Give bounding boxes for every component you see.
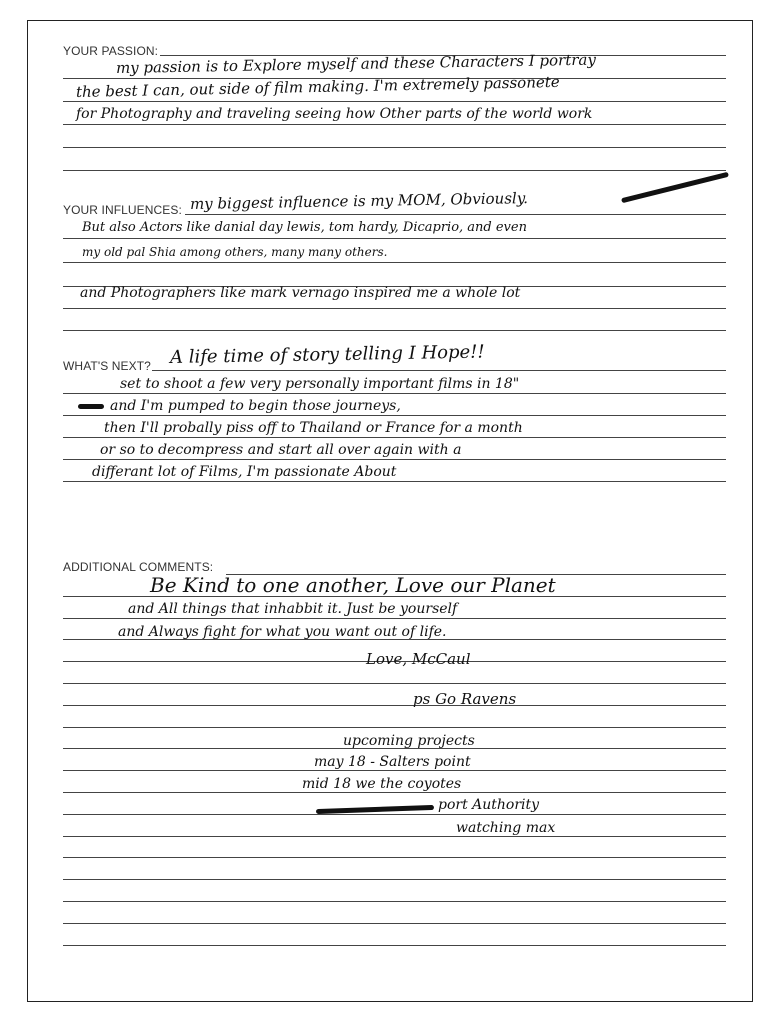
ruled-line [63, 901, 726, 902]
ruled-line [63, 770, 726, 771]
passion-line-2: the best I can, out side of film making. I'm extremely passonete [75, 72, 560, 101]
project-1: may 18 - Salters point [314, 754, 471, 770]
ruled-line [63, 415, 726, 416]
ps-line: ps Go Ravens [413, 690, 517, 708]
ruled-line [63, 308, 726, 309]
influences-line-4: and Photographers like mark vernago inspired me a whole lot [80, 285, 521, 301]
ruled-line [63, 923, 726, 924]
comments-line-3: and Always fight for what you want out of life. [118, 624, 447, 640]
next-line-3: and I'm pumped to begin those journeys, [110, 398, 401, 414]
signature-line: Love, McCaul [366, 650, 471, 668]
ruled-line [63, 705, 726, 706]
comments-label: ADDITIONAL COMMENTS: [63, 560, 214, 574]
comments-line-1: Be Kind to one another, Love our Planet [150, 573, 556, 597]
ruled-line [63, 124, 726, 125]
project-3: port Authority [438, 797, 540, 813]
passion-line-1: my passion is to Explore myself and these Characters I portray [115, 50, 597, 77]
ruled-line [63, 147, 726, 148]
next-line-4: then I'll probally piss off to Thailand or France for a month [104, 420, 523, 436]
ruled-line [63, 836, 726, 837]
ruled-line [63, 683, 726, 684]
project-4: watching max [456, 820, 556, 836]
project-2: mid 18 we the coyotes [302, 776, 462, 792]
ruled-line [63, 262, 726, 263]
projects-heading: upcoming projects [343, 733, 475, 749]
form-sheet [27, 20, 753, 1002]
ruled-line [152, 370, 726, 371]
ruled-line [63, 330, 726, 331]
ruled-line [63, 857, 726, 858]
ruled-line [63, 459, 726, 460]
ruled-line [185, 214, 726, 215]
ruled-line [63, 814, 726, 815]
ruled-line [63, 945, 726, 946]
ruled-line [63, 437, 726, 438]
next-line-6: differant lot of Films, I'm passionate About [92, 464, 397, 480]
influences-line-3: my old pal Shia among others, many many others. [82, 245, 388, 259]
ruled-line [63, 101, 726, 102]
ruled-line [63, 792, 726, 793]
next-line-2: set to shoot a few very personally important films in 18" [120, 376, 520, 392]
scribble-strike-small [78, 404, 104, 409]
passion-label: YOUR PASSION: [63, 44, 159, 58]
ruled-line [63, 879, 726, 880]
influences-line-1: my biggest influence is my MOM, Obviously. [189, 189, 529, 213]
influences-label: YOUR INFLUENCES: [63, 203, 182, 217]
ruled-line [63, 238, 726, 239]
next-line-5: or so to decompress and start all over again with a [100, 442, 462, 458]
passion-line-3: for Photography and traveling seeing how Other parts of the world work [76, 106, 593, 122]
next-label: WHAT'S NEXT? [63, 359, 151, 373]
influences-line-2: But also Actors like danial day lewis, tom hardy, Dicaprio, and even [82, 220, 527, 235]
ruled-line [63, 618, 726, 619]
ruled-line [63, 481, 726, 482]
comments-line-2: and All things that inhabbit it. Just be yourself [128, 601, 458, 617]
next-line-1: A life time of story telling I Hope!! [169, 341, 485, 368]
ruled-line [63, 727, 726, 728]
ruled-line [63, 170, 726, 171]
ruled-line [63, 393, 726, 394]
